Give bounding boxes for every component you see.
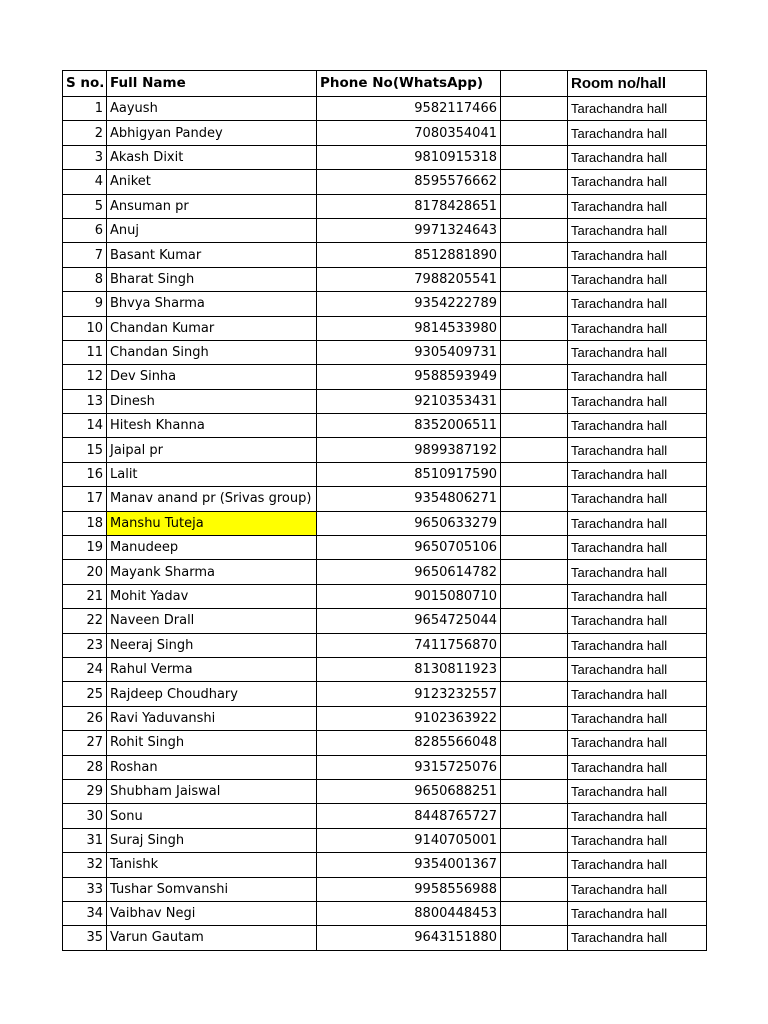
cell-empty <box>501 316 568 340</box>
cell-room: Tarachandra hall <box>568 462 707 486</box>
cell-full-name: Lalit <box>107 462 317 486</box>
table-row <box>63 901 707 925</box>
cell-phone: 9899387192 <box>317 438 501 462</box>
cell-room: Tarachandra hall <box>568 316 707 340</box>
cell-sno: 13 <box>63 389 107 413</box>
cell-empty <box>501 706 568 730</box>
cell-room: Tarachandra hall <box>568 536 707 560</box>
cell-full-name: Roshan <box>107 755 317 779</box>
cell-sno: 18 <box>63 511 107 535</box>
cell-sno: 31 <box>63 828 107 852</box>
cell-sno: 30 <box>63 804 107 828</box>
table-row <box>63 365 707 389</box>
table-row <box>63 779 707 803</box>
cell-sno: 34 <box>63 901 107 925</box>
cell-sno: 7 <box>63 243 107 267</box>
cell-room: Tarachandra hall <box>568 779 707 803</box>
cell-empty <box>501 462 568 486</box>
table-row <box>63 292 707 316</box>
cell-full-name: Aniket <box>107 170 317 194</box>
cell-phone: 7080354041 <box>317 121 501 145</box>
cell-sno: 23 <box>63 633 107 657</box>
cell-sno: 12 <box>63 365 107 389</box>
header-row <box>63 71 707 97</box>
cell-full-name: Manshu Tuteja <box>107 511 317 535</box>
cell-full-name: Shubham Jaiswal <box>107 779 317 803</box>
cell-sno: 14 <box>63 414 107 438</box>
cell-room: Tarachandra hall <box>568 414 707 438</box>
cell-room: Tarachandra hall <box>568 877 707 901</box>
table-row <box>63 536 707 560</box>
cell-empty <box>501 828 568 852</box>
cell-full-name: Vaibhav Negi <box>107 901 317 925</box>
cell-phone: 9643151880 <box>317 926 501 950</box>
cell-phone: 9123232557 <box>317 682 501 706</box>
cell-room: Tarachandra hall <box>568 926 707 950</box>
cell-sno: 16 <box>63 462 107 486</box>
cell-full-name: Chandan Kumar <box>107 316 317 340</box>
cell-sno: 8 <box>63 267 107 291</box>
table-row <box>63 121 707 145</box>
table-row <box>63 97 707 121</box>
cell-phone: 9650705106 <box>317 536 501 560</box>
cell-sno: 19 <box>63 536 107 560</box>
cell-sno: 4 <box>63 170 107 194</box>
cell-room: Tarachandra hall <box>568 121 707 145</box>
cell-room: Tarachandra hall <box>568 194 707 218</box>
cell-phone: 7411756870 <box>317 633 501 657</box>
cell-empty <box>501 267 568 291</box>
cell-empty <box>501 926 568 950</box>
cell-empty <box>501 97 568 121</box>
cell-phone: 8352006511 <box>317 414 501 438</box>
cell-room: Tarachandra hall <box>568 731 707 755</box>
cell-phone: 9582117466 <box>317 97 501 121</box>
cell-room: Tarachandra hall <box>568 292 707 316</box>
cell-phone: 8595576662 <box>317 170 501 194</box>
cell-full-name: Mohit Yadav <box>107 584 317 608</box>
cell-full-name: Anuj <box>107 218 317 242</box>
header-full-name: Full Name <box>107 71 317 97</box>
cell-sno: 26 <box>63 706 107 730</box>
cell-phone: 9814533980 <box>317 316 501 340</box>
cell-phone: 9971324643 <box>317 218 501 242</box>
table-row <box>63 633 707 657</box>
cell-phone: 9315725076 <box>317 755 501 779</box>
cell-empty <box>501 340 568 364</box>
table-row <box>63 731 707 755</box>
cell-empty <box>501 121 568 145</box>
cell-empty <box>501 755 568 779</box>
cell-empty <box>501 218 568 242</box>
cell-empty <box>501 365 568 389</box>
table-row <box>63 145 707 169</box>
cell-sno: 5 <box>63 194 107 218</box>
table-row <box>63 170 707 194</box>
cell-full-name: Manav anand pr (Srivas group) <box>107 487 317 511</box>
cell-empty <box>501 609 568 633</box>
table-body <box>63 97 707 951</box>
cell-sno: 28 <box>63 755 107 779</box>
cell-empty <box>501 560 568 584</box>
cell-full-name: Sonu <box>107 804 317 828</box>
cell-full-name: Suraj Singh <box>107 828 317 852</box>
table-row <box>63 853 707 877</box>
cell-room: Tarachandra hall <box>568 804 707 828</box>
cell-sno: 20 <box>63 560 107 584</box>
cell-sno: 22 <box>63 609 107 633</box>
table-row <box>63 804 707 828</box>
cell-empty <box>501 877 568 901</box>
cell-room: Tarachandra hall <box>568 365 707 389</box>
cell-full-name: Rajdeep Choudhary <box>107 682 317 706</box>
cell-sno: 21 <box>63 584 107 608</box>
cell-full-name: Bharat Singh <box>107 267 317 291</box>
table-row <box>63 194 707 218</box>
cell-sno: 32 <box>63 853 107 877</box>
cell-empty <box>501 414 568 438</box>
cell-full-name: Ansuman pr <box>107 194 317 218</box>
cell-sno: 17 <box>63 487 107 511</box>
table-row <box>63 755 707 779</box>
cell-room: Tarachandra hall <box>568 633 707 657</box>
cell-room: Tarachandra hall <box>568 438 707 462</box>
cell-room: Tarachandra hall <box>568 706 707 730</box>
cell-phone: 8512881890 <box>317 243 501 267</box>
table-row <box>63 462 707 486</box>
cell-empty <box>501 194 568 218</box>
cell-phone: 8448765727 <box>317 804 501 828</box>
cell-phone: 9140705001 <box>317 828 501 852</box>
table-row <box>63 389 707 413</box>
cell-full-name: Rohit Singh <box>107 731 317 755</box>
cell-full-name: Basant Kumar <box>107 243 317 267</box>
cell-full-name: Neeraj Singh <box>107 633 317 657</box>
cell-full-name: Hitesh Khanna <box>107 414 317 438</box>
cell-full-name: Manudeep <box>107 536 317 560</box>
cell-full-name: Abhigyan Pandey <box>107 121 317 145</box>
cell-sno: 27 <box>63 731 107 755</box>
table-row <box>63 706 707 730</box>
table-row <box>63 511 707 535</box>
table-row <box>63 682 707 706</box>
table-row <box>63 584 707 608</box>
table-row <box>63 657 707 681</box>
table-row <box>63 828 707 852</box>
cell-full-name: Akash Dixit <box>107 145 317 169</box>
cell-full-name: Bhvya Sharma <box>107 292 317 316</box>
cell-sno: 10 <box>63 316 107 340</box>
cell-empty <box>501 584 568 608</box>
cell-full-name: Jaipal pr <box>107 438 317 462</box>
table-row <box>63 218 707 242</box>
cell-empty <box>501 633 568 657</box>
cell-room: Tarachandra hall <box>568 218 707 242</box>
cell-empty <box>501 536 568 560</box>
cell-room: Tarachandra hall <box>568 145 707 169</box>
cell-room: Tarachandra hall <box>568 657 707 681</box>
cell-full-name: Rahul Verma <box>107 657 317 681</box>
header-phone: Phone No(WhatsApp) <box>317 71 501 97</box>
cell-sno: 15 <box>63 438 107 462</box>
cell-room: Tarachandra hall <box>568 243 707 267</box>
cell-room: Tarachandra hall <box>568 97 707 121</box>
cell-sno: 29 <box>63 779 107 803</box>
cell-full-name: Dev Sinha <box>107 365 317 389</box>
cell-sno: 33 <box>63 877 107 901</box>
cell-room: Tarachandra hall <box>568 609 707 633</box>
cell-room: Tarachandra hall <box>568 389 707 413</box>
cell-phone: 9354222789 <box>317 292 501 316</box>
cell-sno: 24 <box>63 657 107 681</box>
cell-sno: 2 <box>63 121 107 145</box>
cell-room: Tarachandra hall <box>568 828 707 852</box>
header-sno: S no. <box>63 71 107 97</box>
cell-full-name: Mayank Sharma <box>107 560 317 584</box>
cell-full-name: Varun Gautam <box>107 926 317 950</box>
cell-phone: 9654725044 <box>317 609 501 633</box>
cell-full-name: Chandan Singh <box>107 340 317 364</box>
cell-full-name: Dinesh <box>107 389 317 413</box>
cell-room: Tarachandra hall <box>568 755 707 779</box>
cell-phone: 9354001367 <box>317 853 501 877</box>
cell-sno: 6 <box>63 218 107 242</box>
table-row <box>63 243 707 267</box>
cell-phone: 8285566048 <box>317 731 501 755</box>
cell-room: Tarachandra hall <box>568 170 707 194</box>
table-row <box>63 487 707 511</box>
cell-room: Tarachandra hall <box>568 511 707 535</box>
cell-room: Tarachandra hall <box>568 901 707 925</box>
cell-room: Tarachandra hall <box>568 340 707 364</box>
table-row <box>63 926 707 950</box>
table-row <box>63 877 707 901</box>
cell-full-name: Tushar Somvanshi <box>107 877 317 901</box>
cell-phone: 9650614782 <box>317 560 501 584</box>
cell-phone: 8800448453 <box>317 901 501 925</box>
cell-phone: 9102363922 <box>317 706 501 730</box>
cell-phone: 9810915318 <box>317 145 501 169</box>
table-row <box>63 560 707 584</box>
table-row <box>63 316 707 340</box>
cell-empty <box>501 438 568 462</box>
cell-empty <box>501 682 568 706</box>
cell-empty <box>501 389 568 413</box>
cell-full-name: Aayush <box>107 97 317 121</box>
cell-empty <box>501 731 568 755</box>
table-row <box>63 340 707 364</box>
cell-phone: 9650688251 <box>317 779 501 803</box>
cell-empty <box>501 657 568 681</box>
table-row <box>63 414 707 438</box>
cell-sno: 3 <box>63 145 107 169</box>
cell-phone: 9650633279 <box>317 511 501 535</box>
cell-room: Tarachandra hall <box>568 267 707 291</box>
cell-empty <box>501 511 568 535</box>
cell-phone: 8510917590 <box>317 462 501 486</box>
contact-table <box>62 70 707 951</box>
cell-empty <box>501 292 568 316</box>
cell-empty <box>501 487 568 511</box>
cell-phone: 9588593949 <box>317 365 501 389</box>
cell-room: Tarachandra hall <box>568 853 707 877</box>
cell-empty <box>501 804 568 828</box>
table-row <box>63 267 707 291</box>
cell-empty <box>501 901 568 925</box>
cell-phone: 7988205541 <box>317 267 501 291</box>
header-empty <box>501 71 568 97</box>
cell-phone: 9305409731 <box>317 340 501 364</box>
cell-empty <box>501 779 568 803</box>
cell-full-name: Tanishk <box>107 853 317 877</box>
cell-phone: 9354806271 <box>317 487 501 511</box>
table-row <box>63 438 707 462</box>
cell-phone: 9210353431 <box>317 389 501 413</box>
cell-full-name: Naveen Drall <box>107 609 317 633</box>
cell-room: Tarachandra hall <box>568 560 707 584</box>
cell-room: Tarachandra hall <box>568 584 707 608</box>
cell-sno: 9 <box>63 292 107 316</box>
cell-phone: 8178428651 <box>317 194 501 218</box>
cell-phone: 8130811923 <box>317 657 501 681</box>
cell-sno: 1 <box>63 97 107 121</box>
table-row <box>63 609 707 633</box>
cell-sno: 25 <box>63 682 107 706</box>
cell-sno: 35 <box>63 926 107 950</box>
cell-sno: 11 <box>63 340 107 364</box>
cell-empty <box>501 145 568 169</box>
cell-empty <box>501 170 568 194</box>
header-room: Room no/hall <box>568 71 707 97</box>
cell-room: Tarachandra hall <box>568 487 707 511</box>
cell-empty <box>501 853 568 877</box>
cell-full-name: Ravi Yaduvanshi <box>107 706 317 730</box>
cell-phone: 9958556988 <box>317 877 501 901</box>
cell-phone: 9015080710 <box>317 584 501 608</box>
cell-empty <box>501 243 568 267</box>
cell-room: Tarachandra hall <box>568 682 707 706</box>
